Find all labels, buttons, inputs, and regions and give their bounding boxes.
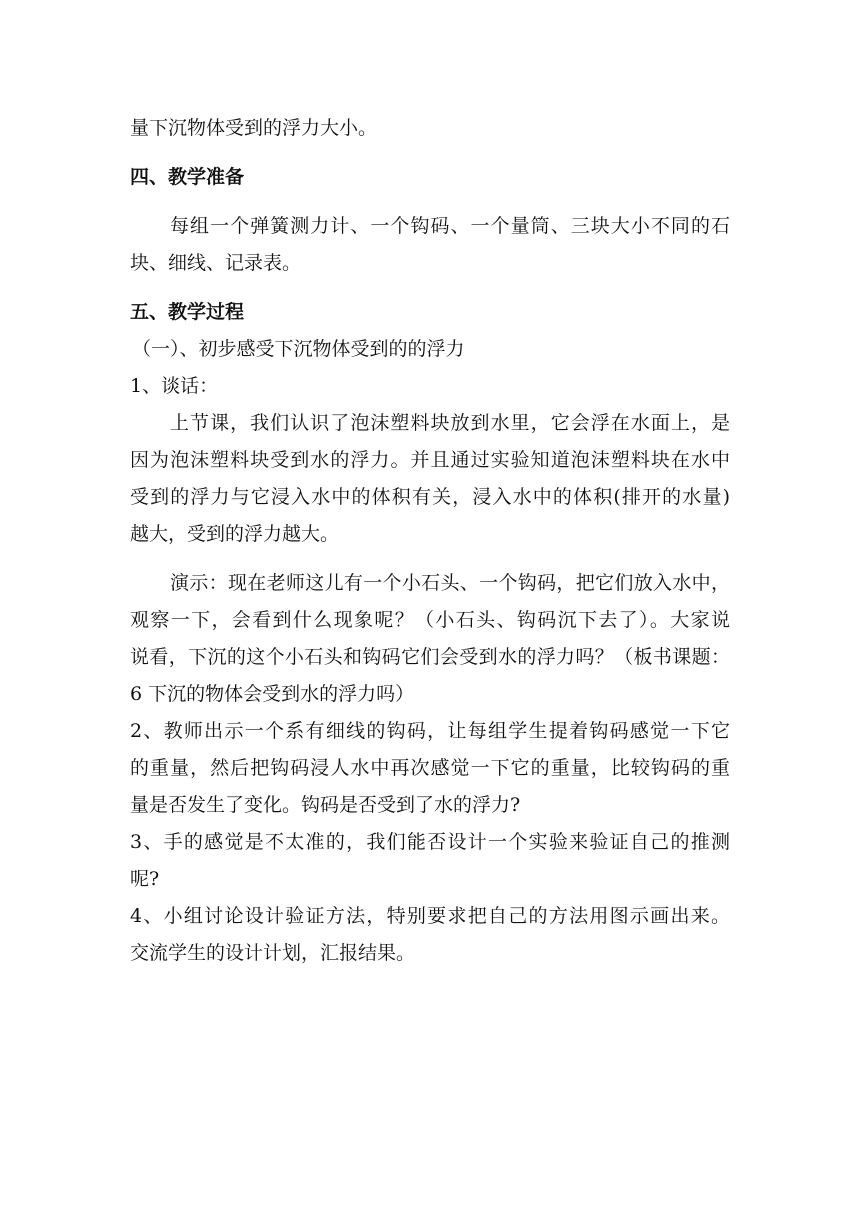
paragraph-line: 因为泡沫塑料块受到水的浮力。并且通过实验知道泡沫塑料块在水中 bbox=[130, 449, 730, 471]
paragraph-line: 观察一下，会看到什么现象呢？（小石头、钩码沉下去了）。大家说 bbox=[130, 609, 730, 631]
paragraph-line: 交流学生的设计计划，汇报结果。 bbox=[130, 942, 416, 964]
paragraph-line: 越大，受到的浮力越大。 bbox=[130, 523, 340, 545]
paragraph-line: 4、小组讨论设计验证方法，特别要求把自己的方法用图示画出来。 bbox=[130, 905, 730, 927]
paragraph-line: 量下沉物体受到的浮力大小。 bbox=[130, 117, 378, 139]
document-body bbox=[130, 110, 730, 972]
paragraph-line: 量是否发生了变化。钩码是否受到了水的浮力? bbox=[130, 794, 521, 816]
paragraph-line: 上节课，我们认识了泡沫塑料块放到水里，它会浮在水面上，是 bbox=[170, 412, 730, 434]
section-heading-preparation: 四、教学准备 bbox=[130, 166, 245, 188]
paragraph-line: 的重量，然后把钩码浸人水中再次感觉一下它的重量，比较钩码的重 bbox=[130, 757, 730, 779]
paragraph-line: 6 下沉的物体会受到水的浮力吗） bbox=[130, 683, 415, 705]
paragraph-line: 说看，下沉的这个小石头和钩码它们会受到水的浮力吗？（板书课题： bbox=[130, 646, 730, 668]
paragraph-line: 演示：现在老师这儿有一个小石头、一个钩码，把它们放入水中， bbox=[170, 572, 730, 594]
paragraph-line: 2、教师出示一个系有细线的钩码，让每组学生提着钩码感觉一下它 bbox=[130, 720, 730, 742]
paragraph-line: 受到的浮力与它浸入水中的体积有关，浸入水中的体积(排开的水量) bbox=[130, 486, 730, 508]
paragraph-line: 每组一个弹簧测力计、一个钩码、一个量筒、三块大小不同的石 bbox=[170, 215, 730, 237]
subsection-heading: （一）、初步感受下沉物体受到的的浮力 bbox=[132, 338, 465, 360]
paragraph-line: 呢? bbox=[130, 868, 160, 890]
paragraph-line: 3、手的感觉是不太准的，我们能否设计一个实验来验证自己的推测 bbox=[130, 831, 730, 853]
section-heading-process: 五、教学过程 bbox=[130, 301, 245, 323]
paragraph-line: 块、细线、记录表。 bbox=[130, 252, 302, 274]
item-title: 1、谈话： bbox=[130, 375, 219, 397]
